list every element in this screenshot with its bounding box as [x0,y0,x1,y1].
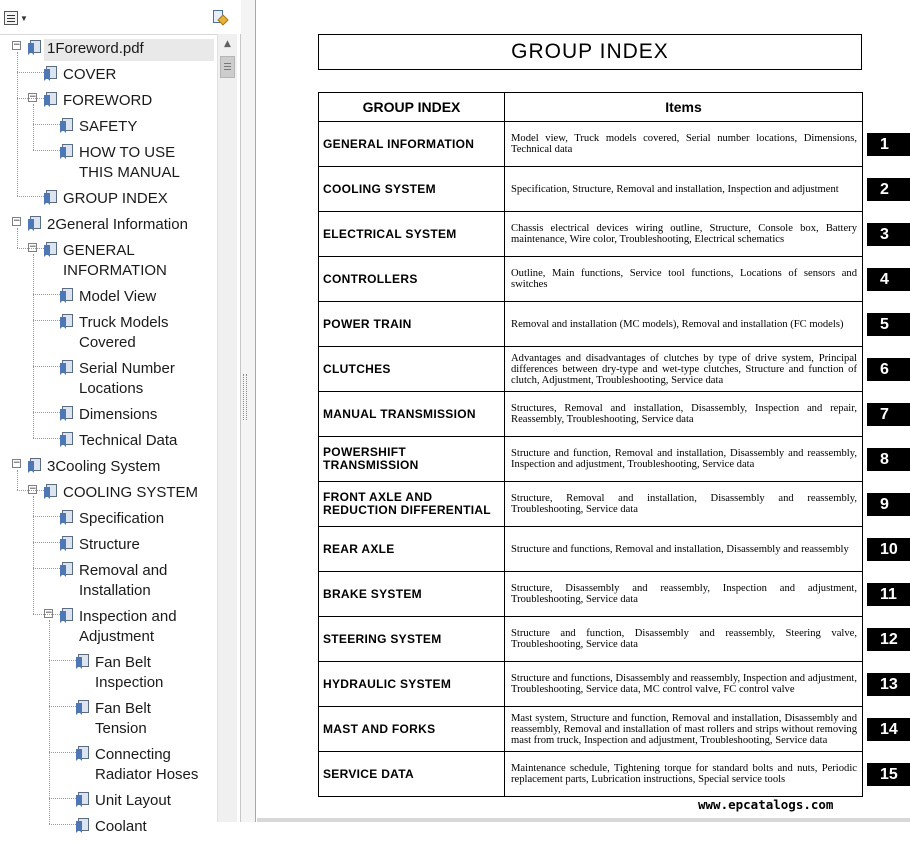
table-header-row [319,93,863,122]
tree-connector [17,196,44,197]
bookmark-icon [60,608,73,624]
table-row [319,527,863,572]
group-name: GENERAL INFORMATION [323,136,475,151]
bookmark-label: Inspection and Adjustment [79,608,177,645]
group-items-cell: Specification, Structure, Removal and installation, Inspection and adjustment [505,167,863,212]
section-tab[interactable]: 14 [867,718,910,741]
bookmark-label: Fan Belt Tension [95,700,151,737]
bookmark-label: Structure [79,536,140,553]
bookmark-icon [44,484,57,500]
bookmark-item[interactable] [0,790,217,816]
table-row [319,302,863,347]
group-items-cell: Advantages and disadvantages of clutches by type of drive system, Principal differences between dry-type and wet-type clutches, Structure and function of clutch, Adjustment, Troubleshooting, Service data [505,347,863,392]
bookmarks-panel [0,0,241,835]
chevron-down-icon: ▼ [20,13,28,23]
group-name: CONTROLLERS [323,271,418,286]
bookmark-item[interactable] [0,744,217,790]
bookmark-icon [28,40,41,56]
bookmark-tree [0,34,217,835]
group-name-cell [319,527,505,572]
bookmark-icon [28,458,41,474]
tree-guide [33,254,34,438]
bookmark-icon [60,432,73,448]
section-tab[interactable]: 3 [867,223,910,246]
group-name-cell [319,122,505,167]
bookmark-label: Removal and Installation [79,562,168,599]
tree-connector [17,490,44,491]
bookmark-icon [60,360,73,376]
bookmark-icon [60,406,73,422]
collapse-toggle-icon[interactable]: − [13,216,21,226]
group-name: STEERING SYSTEM [323,631,442,646]
bookmark-icon [76,792,89,808]
tree-guide [17,470,18,490]
tree-connector [49,752,76,753]
section-tab[interactable]: 5 [867,313,910,336]
group-name: COOLING SYSTEM [323,181,436,196]
table-row [319,482,863,527]
tree-guide [17,228,18,248]
bookmark-label: 2General Information [47,216,188,233]
bookmark-item[interactable] [0,816,217,842]
group-name-cell [319,752,505,797]
group-items-cell: Removal and installation (MC models), Removal and installation (FC models) [505,302,863,347]
group-name: BRAKE SYSTEM [323,586,422,601]
group-index-table [318,92,863,797]
group-items-cell: Structure and functions, Removal and installation, Disassembly and reassembly [505,527,863,572]
find-bookmark-icon [212,10,228,26]
bookmark-label: GENERAL INFORMATION [63,242,167,279]
bookmark-label: Connecting Radiator Hoses [95,746,199,783]
section-tab[interactable]: 10 [867,538,910,561]
group-name: POWERSHIFT TRANSMISSION [323,445,419,472]
bookmark-label: GROUP INDEX [63,190,168,207]
bookmark-label: HOW TO USE THIS MANUAL [79,144,180,181]
bookmark-icon [60,562,73,578]
tree-connector [33,366,60,367]
group-items-cell: Outline, Main functions, Service tool functions, Locations of sensors and switches [505,257,863,302]
section-tab[interactable]: 6 [867,358,910,381]
group-items-cell: Structure and function, Removal and installation, Disassembly and reassembly, Inspection and adjustment, Troubleshooting, Service data [505,437,863,482]
group-items-cell: Model view, Truck models covered, Serial number locations, Dimensions, Technical data [505,122,863,167]
bookmark-icon [44,66,57,82]
tree-connector [33,516,60,517]
bookmark-item[interactable] [0,188,217,214]
tree-guide [49,620,50,824]
bookmark-label: Serial Number Locations [79,360,175,397]
group-name: CLUTCHES [323,361,391,376]
collapse-toggle-icon[interactable]: − [45,608,53,618]
bookmark-label: Technical Data [79,432,178,449]
scroll-up-arrow[interactable]: ▲ [224,39,231,49]
tree-connector [33,542,60,543]
bookmark-label: Truck Models Covered [79,314,169,351]
bookmark-label: 3Cooling System [47,458,161,475]
table-row [319,392,863,437]
document-page [257,0,910,822]
bookmarks-scrollbar[interactable] [217,34,237,822]
bookmark-label: Specification [79,510,165,527]
bookmark-label: COOLING SYSTEM [63,484,199,501]
bookmark-label: Fan Belt Inspection [95,654,164,691]
table-row [319,572,863,617]
splitter-grip[interactable] [243,374,247,420]
group-name: ELECTRICAL SYSTEM [323,226,457,241]
bookmark-label: FOREWORD [63,92,153,109]
collapse-toggle-icon[interactable]: − [13,40,21,50]
bookmark-icon [60,314,73,330]
column-header-group: GROUP INDEX [319,93,505,122]
table-row [319,707,863,752]
bookmark-label: Unit Layout [95,792,171,809]
scroll-thumb[interactable] [220,56,235,78]
tree-guide [33,496,34,614]
section-tab[interactable]: 9 [867,493,910,516]
bookmark-label: SAFETY [79,118,138,135]
bookmarks-toolbar [0,0,241,34]
bookmark-icon [44,242,57,258]
group-name: POWER TRAIN [323,316,412,331]
column-header-items: Items [505,93,863,122]
bookmark-icon [60,288,73,304]
group-name: SERVICE DATA [323,766,414,781]
bookmark-item[interactable] [0,652,217,698]
bookmark-icon [44,190,57,206]
section-tab[interactable]: 11 [867,583,910,606]
group-name: FRONT AXLE AND REDUCTION DIFFERENTIAL [323,490,491,517]
bookmark-icon [28,216,41,232]
options-menu-button[interactable] [4,8,30,28]
bookmark-label: Dimensions [79,406,158,423]
tree-connector [49,824,76,825]
tree-guide [17,52,18,196]
tree-connector [33,568,60,569]
collapse-toggle-icon[interactable]: − [13,458,21,468]
bookmark-label: COVER [63,66,117,83]
table-row [319,437,863,482]
table-row [319,122,863,167]
group-name-cell [319,707,505,752]
panel-splitter[interactable] [241,0,256,822]
group-name-cell [319,167,505,212]
tree-connector [17,98,44,99]
bookmark-icon [60,144,73,160]
group-name: MAST AND FORKS [323,721,436,736]
section-tab[interactable]: 12 [867,628,910,651]
bookmark-item[interactable] [0,38,217,64]
bookmark-icon [76,654,89,670]
bookmark-item[interactable] [0,64,217,90]
tree-connector [49,798,76,799]
tree-connector [33,150,60,151]
table-row [319,167,863,212]
group-items-cell: Structure and functions, Disassembly and reassembly, Inspection and adjustment, Troubleshooting, Service data, MC control valve, FC control valve [505,662,863,707]
tree-connector [33,124,60,125]
group-items-cell: Structure, Removal and installation, Disassembly and reassembly, Troubleshooting, Service data [505,482,863,527]
page-bottom-edge [257,818,910,822]
group-name-cell [319,482,505,527]
table-row [319,347,863,392]
group-items-cell: Structure and function, Disassembly and reassembly, Steering valve, Troubleshooting, Service data [505,617,863,662]
group-items-cell: Structures, Removal and installation, Disassembly, Inspection and repair, Reassembly, Troubleshooting, Service data [505,392,863,437]
group-name-cell [319,392,505,437]
bookmark-icon [60,118,73,134]
bookmark-item[interactable] [0,456,217,482]
section-tab[interactable]: 4 [867,268,910,291]
group-name: HYDRAULIC SYSTEM [323,676,452,691]
section-tab[interactable]: 15 [867,763,910,786]
section-tab[interactable]: 2 [867,178,910,201]
collapse-toggle-icon[interactable]: − [29,484,37,494]
group-name: MANUAL TRANSMISSION [323,406,476,421]
group-name-cell [319,437,505,482]
group-items-cell: Chassis electrical devices wiring outline, Structure, Console box, Battery maintenance, Wire color, Troubleshooting, Electrical schematics [505,212,863,257]
collapse-toggle-icon[interactable]: − [29,92,37,102]
section-tab[interactable]: 13 [867,673,910,696]
group-name: REAR AXLE [323,541,395,556]
group-name-cell [319,617,505,662]
group-name-cell [319,662,505,707]
tree-connector [33,438,60,439]
section-tab[interactable]: 1 [867,133,910,156]
section-tab[interactable]: 8 [867,448,910,471]
bookmark-icon [76,818,89,834]
bookmark-icon [76,700,89,716]
page-title: GROUP INDEX [318,34,862,70]
bookmark-icon [76,746,89,762]
bookmark-label: 1Foreword.pdf [47,40,144,57]
group-name-cell [319,302,505,347]
bookmark-icon [60,536,73,552]
group-items-cell: Mast system, Structure and function, Removal and installation, Disassembly and reassembly, Removal and installation of mast rollers and strips without removing mast from truck, Inspection and adjustment, Troubleshooting, Service data [505,707,863,752]
options-menu-icon [4,11,18,25]
group-items-cell: Maintenance schedule, Tightening torque for standard bolts and nuts, Periodic replacement parts, Lubrication instructions, Special service tools [505,752,863,797]
bookmark-icon [44,92,57,108]
collapse-toggle-icon[interactable]: − [29,242,37,252]
bookmark-label: Model View [79,288,157,305]
table-row [319,662,863,707]
group-name-cell [319,347,505,392]
tree-connector [33,320,60,321]
group-name-cell [319,257,505,302]
table-row [319,752,863,797]
tree-connector [33,614,60,615]
bookmark-icon [60,510,73,526]
tree-guide [33,104,34,150]
tree-connector [49,706,76,707]
tree-connector [17,72,44,73]
tree-connector [33,412,60,413]
bookmark-item[interactable] [0,214,217,240]
table-row [319,257,863,302]
find-current-bookmark-button[interactable] [212,8,232,28]
bookmark-item[interactable] [0,698,217,744]
bookmark-label: Coolant [95,818,147,835]
table-row [319,212,863,257]
table-row [319,617,863,662]
tree-connector [17,248,44,249]
tree-connector [33,294,60,295]
section-tab[interactable]: 7 [867,403,910,426]
group-name-cell [319,572,505,617]
group-items-cell: Structure, Disassembly and reassembly, Inspection and adjustment, Troubleshooting, Service data [505,572,863,617]
tree-connector [49,660,76,661]
watermark-text: www.epcatalogs.com [698,797,834,812]
group-name-cell [319,212,505,257]
